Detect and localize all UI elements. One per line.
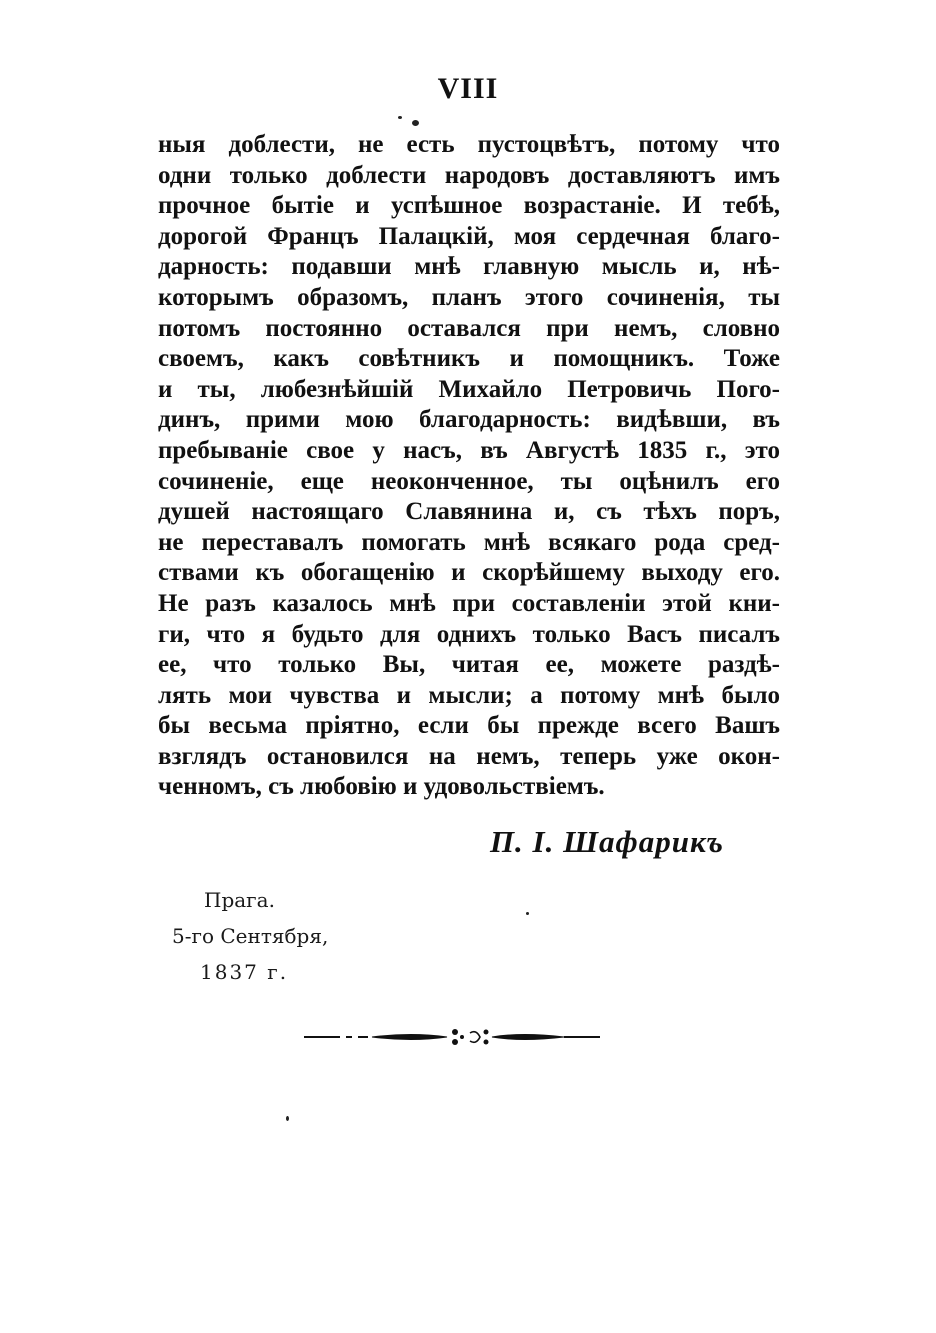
text-line: ствами къ обогащенію и скорѣйшему выходу его. xyxy=(158,559,780,587)
text-line: Не разъ казалось мнѣ при составленіи этой кни- xyxy=(158,589,780,617)
text-line: взглядъ остановился на немъ, теперь уже окон- xyxy=(158,742,780,770)
text-line: которымъ образомъ, планъ этого сочиненія, ты xyxy=(158,283,780,311)
ink-speck xyxy=(398,116,402,119)
text-line: ныя доблести, не есть пустоцвѣтъ, потому что xyxy=(158,131,780,158)
text-line: душей настоящаго Славянина и, съ тѣхъ поръ, xyxy=(158,498,780,526)
text-line: дорогой Францъ Палацкій, моя сердечная благо- xyxy=(158,222,780,250)
text-line: лять мои чувства и мысли; а потому мнѣ было xyxy=(158,681,780,709)
text-line: прочное бытіе и успѣшное возрастаніе. И тебѣ, xyxy=(158,192,780,220)
text-line: не переставалъ помогать мнѣ всякаго рода сред- xyxy=(158,528,780,556)
text-line: пребываніе свое у насъ, въ Августѣ 1835 г., это xyxy=(158,436,780,464)
text-line: динъ, прими мою благодарность: видѣвши, въ xyxy=(158,406,780,434)
text-line: бы весьма пріятно, если бы прежде всего Вашъ xyxy=(158,712,780,740)
text-line: своемъ, какъ совѣтникъ и помощникъ. Тоже xyxy=(158,345,780,373)
ink-speck xyxy=(286,1116,289,1121)
signature: П. I. Шафарикъ xyxy=(489,824,724,859)
ink-speck xyxy=(526,912,529,915)
dateline-place: Прага. xyxy=(204,888,275,912)
dateline-year: 1837 г. xyxy=(200,960,289,984)
text-line: ги, что я будьто для однихъ только Васъ писалъ xyxy=(158,620,780,648)
dateline-date: 5-го Сентября, xyxy=(172,924,329,948)
page-number: VIII xyxy=(437,72,499,105)
body-text xyxy=(158,130,780,803)
text-line: дарность: подавши мнѣ главную мысль и, нѣ- xyxy=(158,253,780,281)
text-line: одни только доблести народовъ доставляютъ имъ xyxy=(158,161,780,189)
text-line: и ты, любезнѣйшій Михайло Петровичь Пого- xyxy=(158,375,780,403)
text-line: сочиненіе, еще неоконченное, ты оцѣнилъ его xyxy=(158,467,780,495)
text-line: потомъ постоянно оставался при немъ, словно xyxy=(158,314,780,342)
ink-speck xyxy=(412,120,419,126)
text-line: ченномъ, съ любовію и удовольствіемъ. xyxy=(158,773,605,801)
ornamental-rule-icon xyxy=(302,1022,602,1052)
text-line: ее, что только Вы, читая ее, можете раздѣ- xyxy=(158,651,780,679)
